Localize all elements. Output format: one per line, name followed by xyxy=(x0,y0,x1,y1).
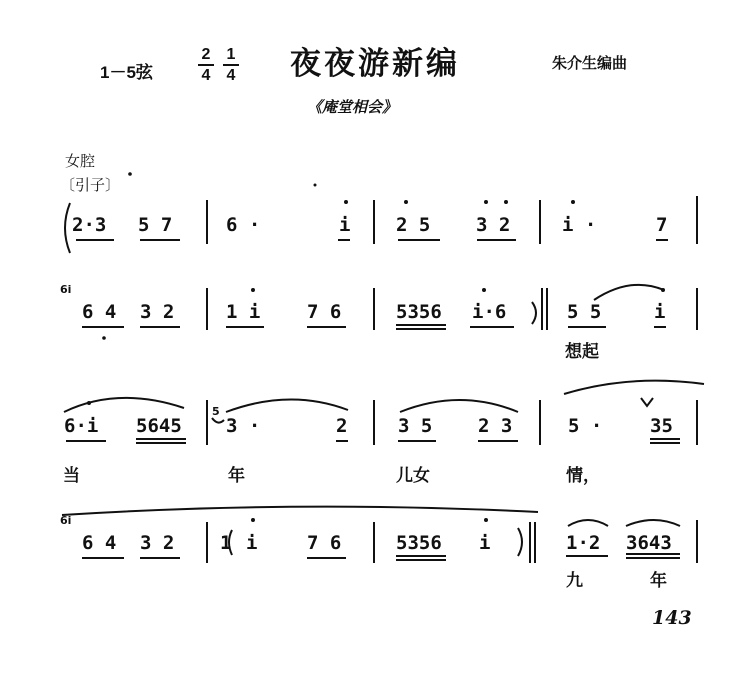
note: i · xyxy=(562,214,597,236)
lyric: 年 xyxy=(650,571,667,591)
intro-label: 〔引子〕 xyxy=(60,176,121,194)
note: 35 xyxy=(650,415,673,437)
note: 1 i xyxy=(226,301,261,323)
note: 6 · xyxy=(226,214,261,236)
key-signature: 1－5弦 xyxy=(100,63,153,82)
lyric: 儿女 xyxy=(396,466,430,486)
slur xyxy=(400,400,518,412)
note: 2·3 xyxy=(72,214,107,236)
note: 7 6 xyxy=(307,301,342,323)
octave-dot xyxy=(344,200,348,204)
note: 3643 xyxy=(626,532,672,554)
note: 1 xyxy=(220,532,232,554)
note: 6·i xyxy=(64,415,99,437)
stray-dot xyxy=(128,172,132,176)
octave-dot xyxy=(251,518,255,522)
slur xyxy=(564,381,704,394)
lyric: 想起 xyxy=(565,342,599,362)
note: 5 · xyxy=(568,415,603,437)
note: 7 6 xyxy=(307,532,342,554)
lyric: 当 xyxy=(63,466,80,486)
note: 3 2 xyxy=(140,532,175,554)
composer: 朱介生编曲 xyxy=(552,54,628,72)
closing-parenthesis xyxy=(532,302,536,324)
octave-dot xyxy=(484,200,488,204)
note: 2 xyxy=(336,415,348,437)
slur xyxy=(226,399,348,412)
note: 6 4 xyxy=(82,301,117,323)
note: 5645 xyxy=(136,415,182,437)
lyric: 情， xyxy=(566,466,600,486)
grace-note: 6i xyxy=(60,283,72,296)
note: 3 5 xyxy=(398,415,433,437)
slur xyxy=(64,398,184,412)
opening-parenthesis xyxy=(65,203,70,253)
meter-top: 1 xyxy=(226,46,236,63)
octave-dot xyxy=(87,401,91,405)
meter-bottom: 4 xyxy=(226,67,236,84)
octave-dot xyxy=(482,288,486,292)
low-octave-dot xyxy=(102,336,106,340)
note: i xyxy=(246,532,258,554)
note: 3 2 xyxy=(140,301,175,323)
note: 6 4 xyxy=(82,532,117,554)
octave-dot xyxy=(571,200,575,204)
octave-dot xyxy=(484,518,488,522)
grace-note: 6i xyxy=(60,514,72,527)
octave-dot xyxy=(251,288,255,292)
grace-tie xyxy=(212,418,224,423)
note: i xyxy=(654,301,666,323)
slur xyxy=(568,520,608,526)
long-slur xyxy=(62,507,538,515)
note: i xyxy=(339,214,351,236)
note: 5356 xyxy=(396,532,442,554)
note: 5356 xyxy=(396,301,442,323)
note: 5 5 xyxy=(567,301,602,323)
lyric: 九 xyxy=(566,571,583,591)
slur xyxy=(626,520,680,526)
note: i xyxy=(479,532,491,554)
slur xyxy=(594,285,664,300)
score-title: 夜夜游新编 xyxy=(290,46,460,82)
note: 5 7 xyxy=(138,214,173,236)
note: 2 5 xyxy=(396,214,431,236)
meter-top: 2 xyxy=(201,46,211,63)
octave-dot xyxy=(404,200,408,204)
octave-dot xyxy=(504,200,508,204)
note: 2 3 xyxy=(478,415,513,437)
octave-dot xyxy=(661,288,665,292)
note: 7 xyxy=(656,214,668,236)
score-subtitle: 《庵堂相会》 xyxy=(307,98,398,116)
page-number: 143 xyxy=(652,607,692,629)
note: 3 · xyxy=(226,415,261,437)
breath-mark xyxy=(641,398,653,406)
closing-parenthesis xyxy=(518,528,522,556)
stray-dot xyxy=(314,184,317,187)
meter-bottom: 4 xyxy=(201,67,211,84)
grace-note: 5 xyxy=(212,405,220,418)
lyric: 年 xyxy=(228,466,245,486)
note: 3 2 xyxy=(476,214,511,236)
note: 1·2 xyxy=(566,532,601,554)
voice-label: 女腔 xyxy=(65,152,96,170)
note: i·6 xyxy=(472,301,507,323)
